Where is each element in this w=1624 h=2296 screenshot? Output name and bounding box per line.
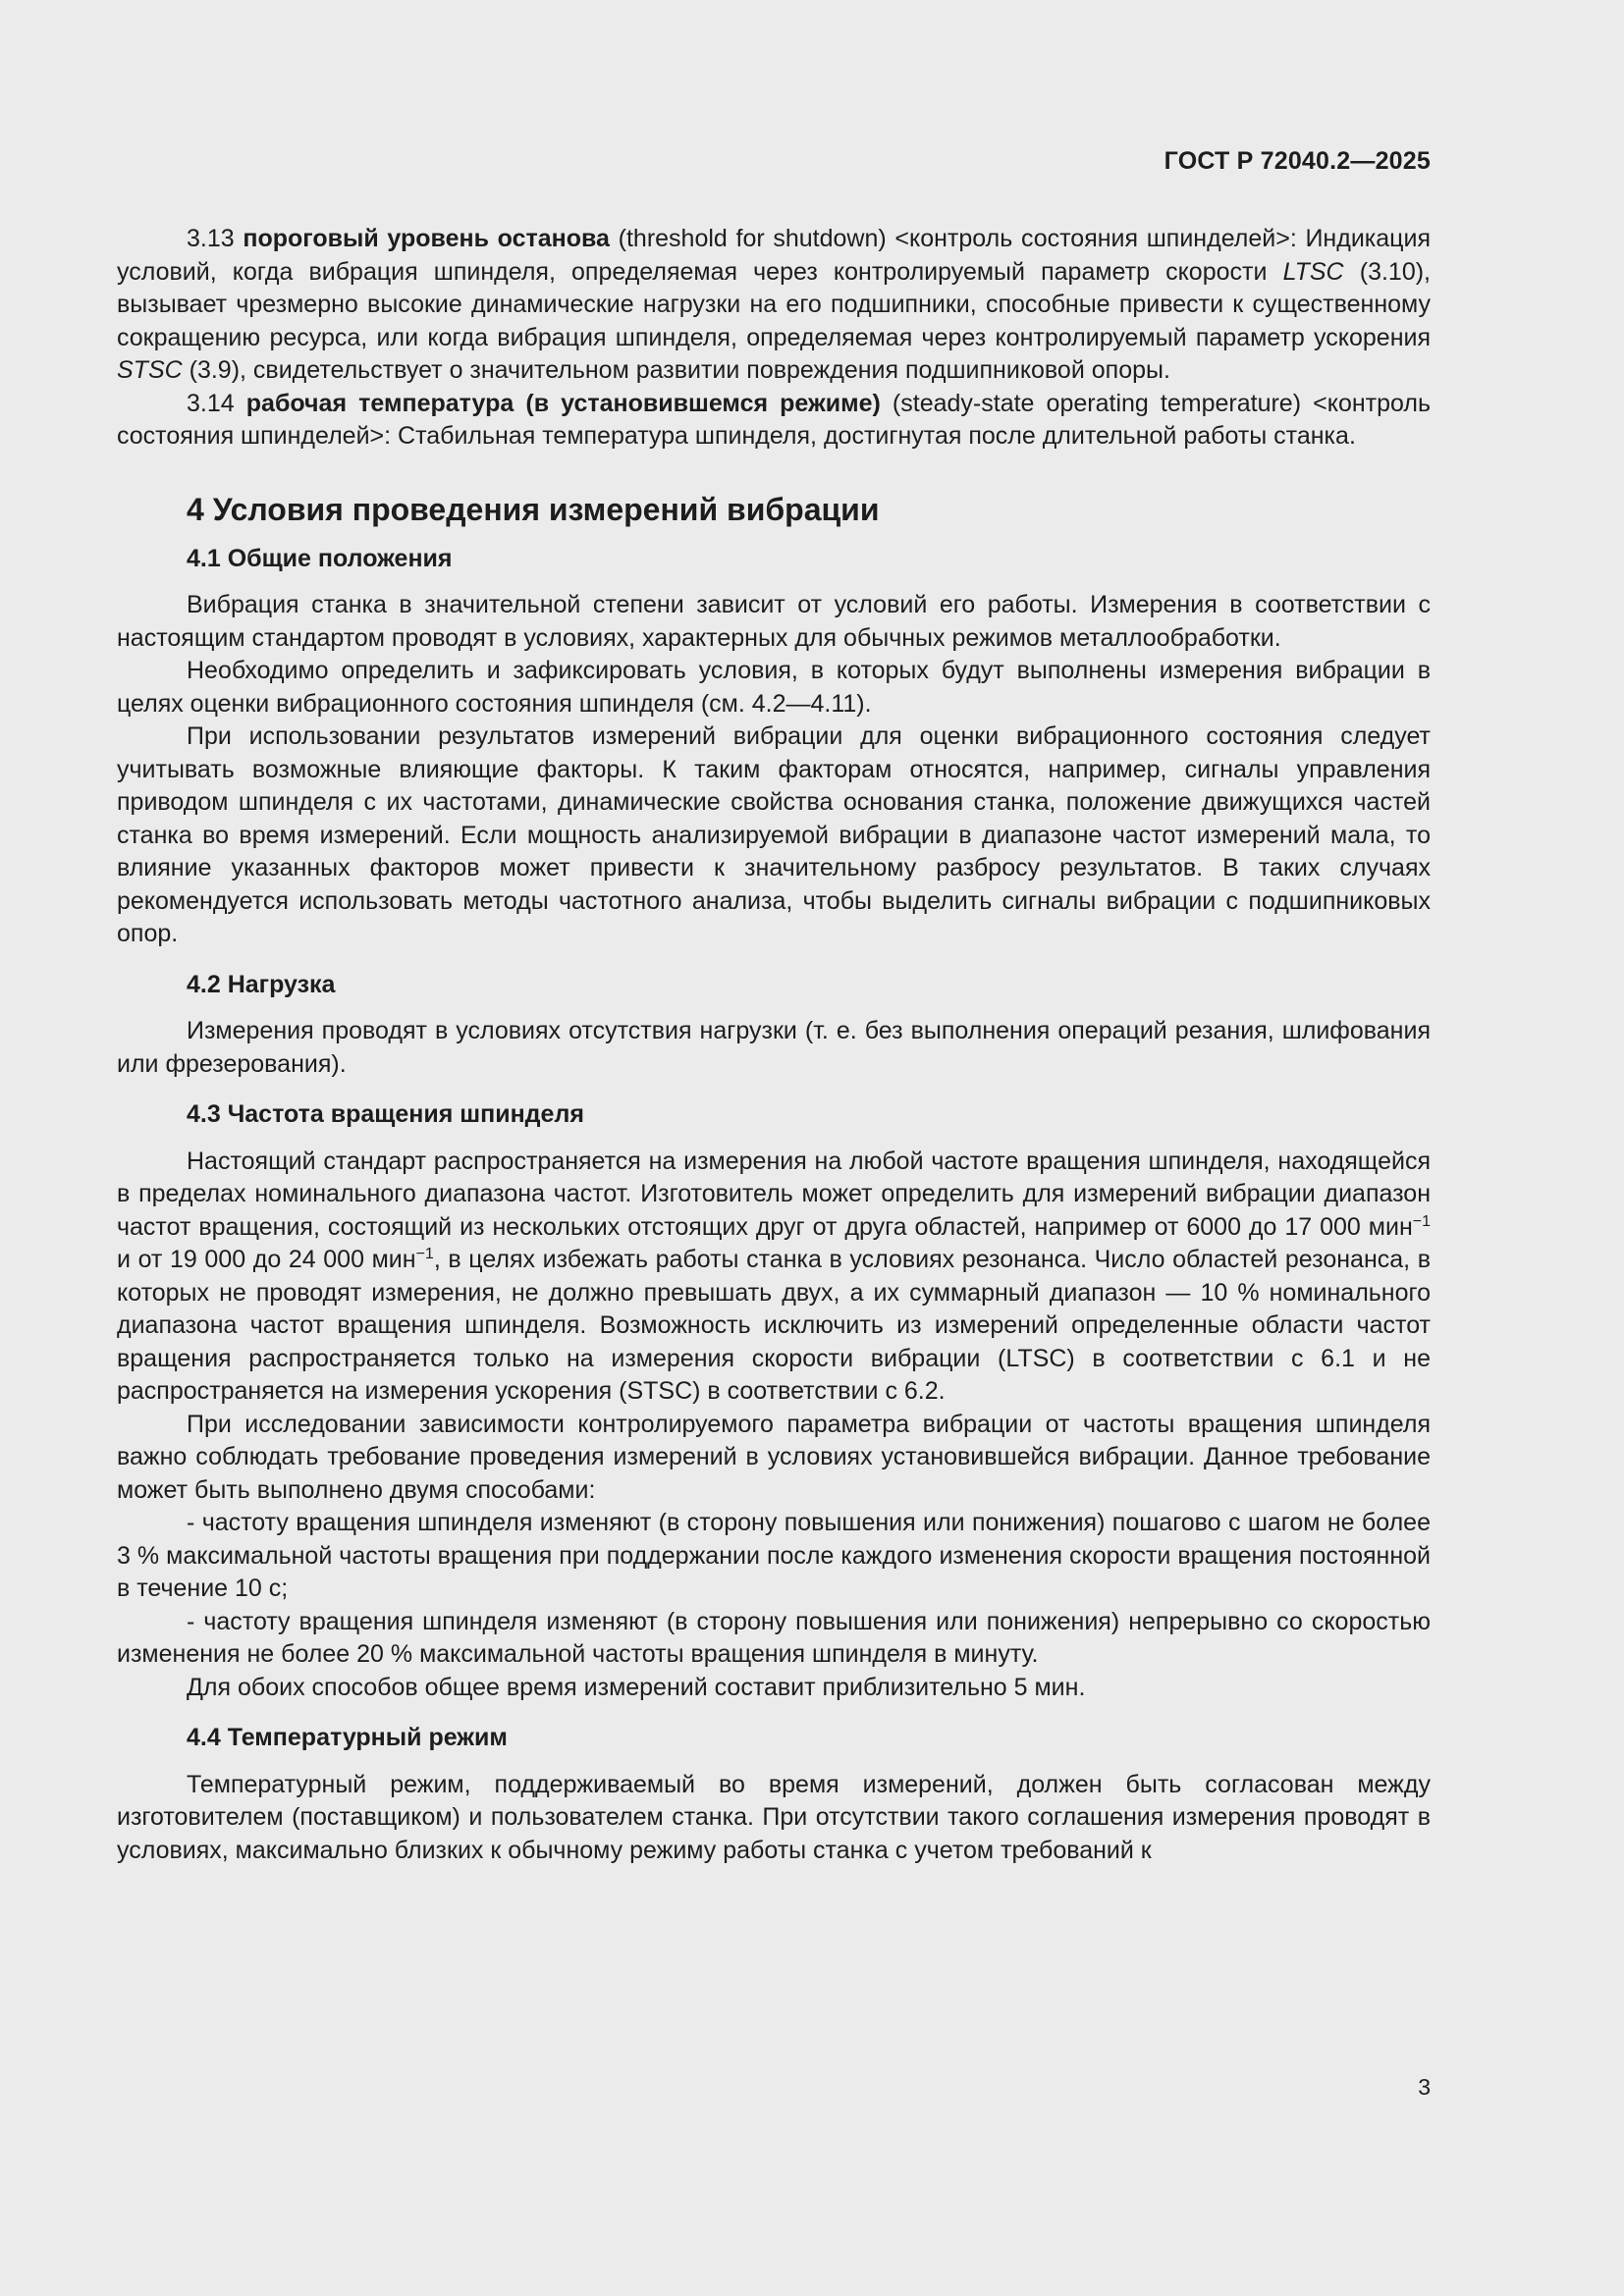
list-item: - частоту вращения шпинделя изменяют (в сторону повышения или понижения) непрерывно со скоростью изменения не более 20 % максимальной частоты вращения шпинделя в минуту.	[117, 1607, 1431, 1668]
section-4-1-heading: 4.1 Общие положения	[187, 544, 453, 572]
definition-3-14	[117, 388, 1431, 454]
definition-text: (threshold for shutdown) <контроль состояния шпинделей>: Индикация условий, когда вибрация шпинделя, определяемая через контролируемый параметр скорости	[117, 225, 1431, 286]
paragraph: Для обоих способов общее время измерений составит приблизительно 5 мин.	[187, 1673, 1086, 1701]
text-run: Настоящий стандарт распространяется на измерения на любой частоте вращения шпинделя, находящейся в пределах номинального диапазона частот. Изготовитель может определить для измерений вибрации диапазон частот вращения, состоящий из нескольких отстоящих друг от друга областей, например от 6000 до 17 000 мин	[117, 1147, 1431, 1241]
definition-text: (steady-state operating temperature) <контроль состояния шпинделей>: Стабильная температура шпинделя, достигнутая после длительной работы станка.	[117, 389, 1431, 450]
text-run: , в целях избежать работы станка в условиях резонанса. Число областей резонанса, в которых не проводят измерения, не должно превышать двух, а их суммарный диапазон — 10 % номинального диапазона частот вращения шпинделя. Возможность исключить из измерений определенные области частот вращения распространяется только на измерения скорости вибрации (LTSC) в соответствии с 6.1 и не распространяется на измерения ускорения (STSC) в соответствии с 6.2.	[117, 1246, 1431, 1405]
definition-text: (3.10), вызывает чрезмерно высокие динамические нагрузки на его подшипники, способные привести к существенному сокращению ресурса, или когда вибрация шпинделя, определяемая через контролируемый параметр ускорения	[117, 257, 1431, 351]
paragraph: Измерения проводят в условиях отсутствия нагрузки (т. е. без выполнения операций резания, шлифования или фрезерования).	[117, 1017, 1431, 1078]
paragraph	[117, 1146, 1431, 1409]
paragraph: При использовании результатов измерений вибрации для оценки вибрационного состояния следует учитывать возможные влияющие факторы. К таким факторам относятся, например, сигналы управления приводом шпинделя с их частотами, динамические свойства основания станка, положение движущихся частей станка во время измерений. Если мощность анализируемой вибрации в диапазоне частот измерений мала, то влияние указанных факторов может привести к значительному разбросу результатов. В таких случаях рекомендуется использовать методы частотного анализа, чтобы выделить сигналы вибрации с подшипниковых опор.	[117, 722, 1431, 947]
definition-term: пороговый уровень останова	[243, 225, 610, 252]
definition-number: 3.13	[187, 225, 235, 252]
superscript: −1	[415, 1246, 434, 1262]
paragraph: Температурный режим, поддерживаемый во время измерений, должен быть согласован между изготовителем (поставщиком) и пользователем станка. При отсутствии такого соглашения измерения проводят в условиях, максимально близких к обычному режиму работы станка с учетом требований к	[117, 1770, 1431, 1864]
list-item: - частоту вращения шпинделя изменяют (в сторону повышения или понижения) пошагово с шагом не более 3 % максимальной частоты вращения при поддержании после каждого изменения скорости вращения постоянной в течение 10 с;	[117, 1509, 1431, 1602]
section-4-2-heading: 4.2 Нагрузка	[187, 970, 336, 998]
document-header: ГОСТ Р 72040.2—2025	[1164, 147, 1431, 175]
term-ltsc: LTSC	[1282, 257, 1344, 286]
term-stsc: STSC	[117, 356, 183, 384]
page-number: 3	[1418, 2074, 1431, 2100]
paragraph: Необходимо определить и зафиксировать условия, в которых будут выполнены измерения вибрации в целях оценки вибрационного состояния шпинделя (см. 4.2—4.11).	[117, 657, 1431, 718]
paragraph: При исследовании зависимости контролируемого параметра вибрации от частоты вращения шпинделя важно соблюдать требование проведения измерений в условиях установившейся вибрации. Данное требование может быть выполнено двумя способами:	[117, 1410, 1431, 1504]
section-4-4-heading: 4.4 Температурный режим	[187, 1724, 508, 1751]
definition-text: (3.9), свидетельствует о значительном развитии повреждения подшипниковой опоры.	[182, 356, 1170, 384]
section-4-heading: 4 Условия проведения измерений вибрации	[187, 491, 880, 527]
text-run: и от 19 000 до 24 000 мин	[117, 1246, 416, 1273]
definition-3-13	[117, 223, 1431, 388]
document-body	[117, 223, 1431, 1867]
definition-term: рабочая температура (в установившемся режиме)	[245, 389, 881, 417]
definition-number: 3.14	[187, 389, 235, 417]
paragraph: Вибрация станка в значительной степени зависит от условий его работы. Измерения в соответствии с настоящим стандартом проводят в условиях, характерных для обычных режимов металлообработки.	[117, 591, 1431, 652]
section-4-3-heading: 4.3 Частота вращения шпинделя	[187, 1100, 584, 1128]
superscript: −1	[1412, 1212, 1431, 1230]
